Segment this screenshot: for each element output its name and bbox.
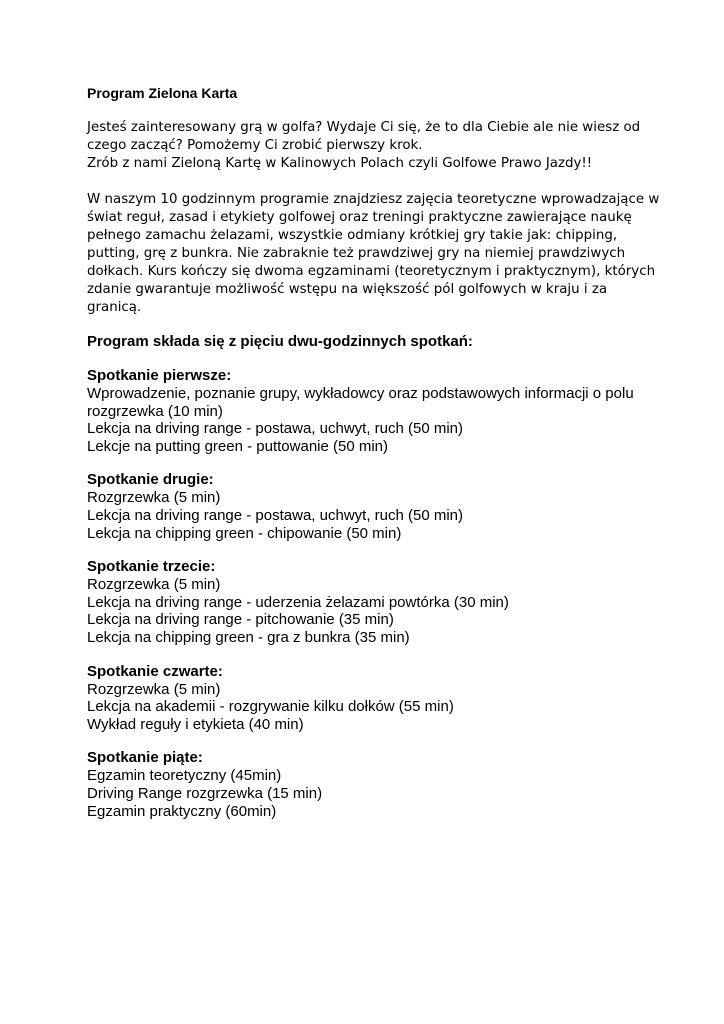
session-item: Lekcja na driving range - postawa, uchwyt, ruch (50 min) <box>87 506 464 524</box>
session-block <box>87 471 667 542</box>
session-item: rozgrzewka (10 min) <box>87 402 223 420</box>
session-item: Driving Range rozgrzewka (15 min) <box>87 784 323 802</box>
session-item: Wykład reguły i etykieta (40 min) <box>87 715 304 733</box>
session-item: Wprowadzenie, poznanie grupy, wykładowcy oraz podstawowych informacji o polu <box>87 385 634 402</box>
session-block <box>87 367 667 455</box>
description-line: putting, grę z bunkra. Nie zabraknie też prawdziwej gry na niemiej prawdziwych <box>87 246 626 261</box>
intro-paragraph <box>87 119 667 173</box>
session-block <box>87 663 667 734</box>
session-item: Lekcja na chipping green - gra z bunkra (35 min) <box>87 628 410 646</box>
description-line: zdanie gwarantuje możliwość wstępu na większość pól golfowych w kraju i za <box>87 282 608 297</box>
session-title: Spotkanie pierwsze: <box>87 367 232 384</box>
description-line: dołkach. Kurs kończy się dwoma egzaminami (teoretycznym i praktycznym), których <box>87 264 656 279</box>
description-paragraph <box>87 191 667 317</box>
session-title: Spotkanie piąte: <box>87 749 203 767</box>
session-item: Egzamin teoretyczny (45min) <box>87 767 282 785</box>
session-item: Rozgrzewka (5 min) <box>87 680 221 698</box>
description-line: W naszym 10 godzinnym programie znajdziesz zajęcia teoretyczne wprowadzające w <box>87 192 660 207</box>
description-line: świat reguł, zasad i etykiety golfowej oraz treningi praktyczne zawierające naukę <box>87 210 632 225</box>
program-heading: Program składa się z pięciu dwu-godzinnych spotkań: <box>87 333 473 350</box>
session-item: Lekcja na driving range - uderzenia żelazami powtórka (30 min) <box>87 593 509 611</box>
intro-line: Zrób z nami Zieloną Kartę w Kalinowych Polach czyli Golfowe Prawo Jazdy!! <box>87 156 593 171</box>
document-title: Program Zielona Karta <box>87 85 238 101</box>
session-item: Rozgrzewka (5 min) <box>87 489 221 507</box>
session-item: Lekcja na akademii - rozgrywanie kilku dołków (55 min) <box>87 698 454 716</box>
session-block <box>87 749 667 820</box>
session-item: Egzamin praktyczny (60min) <box>87 802 277 820</box>
session-title: Spotkanie trzecie: <box>87 558 216 576</box>
session-item: Lekcja na chipping green - chipowanie (50 min) <box>87 524 402 542</box>
session-title: Spotkanie czwarte: <box>87 662 223 680</box>
session-item: Rozgrzewka (5 min) <box>87 576 221 594</box>
description-line: granicą. <box>87 300 142 315</box>
intro-line: czego zacząć? Pomożemy Ci zrobić pierwszy krok. <box>87 138 423 153</box>
document-page <box>87 84 667 836</box>
session-item: Lekcja na driving range - pitchowanie (35 min) <box>87 611 394 629</box>
session-item: Lekcja na driving range - postawa, uchwyt, ruch (50 min) <box>87 420 464 438</box>
session-title: Spotkanie drugie: <box>87 471 214 489</box>
session-item: Lekcje na putting green - puttowanie (50 min) <box>87 437 389 455</box>
intro-line: Jesteś zainteresowany grą w golfa? Wydaje Ci się, że to dla Ciebie ale nie wiesz od <box>87 120 641 135</box>
description-line: pełnego zamachu żelazami, wszystkie odmiany krótkiej gry takie jak: chipping, <box>87 228 618 243</box>
session-block <box>87 558 667 646</box>
